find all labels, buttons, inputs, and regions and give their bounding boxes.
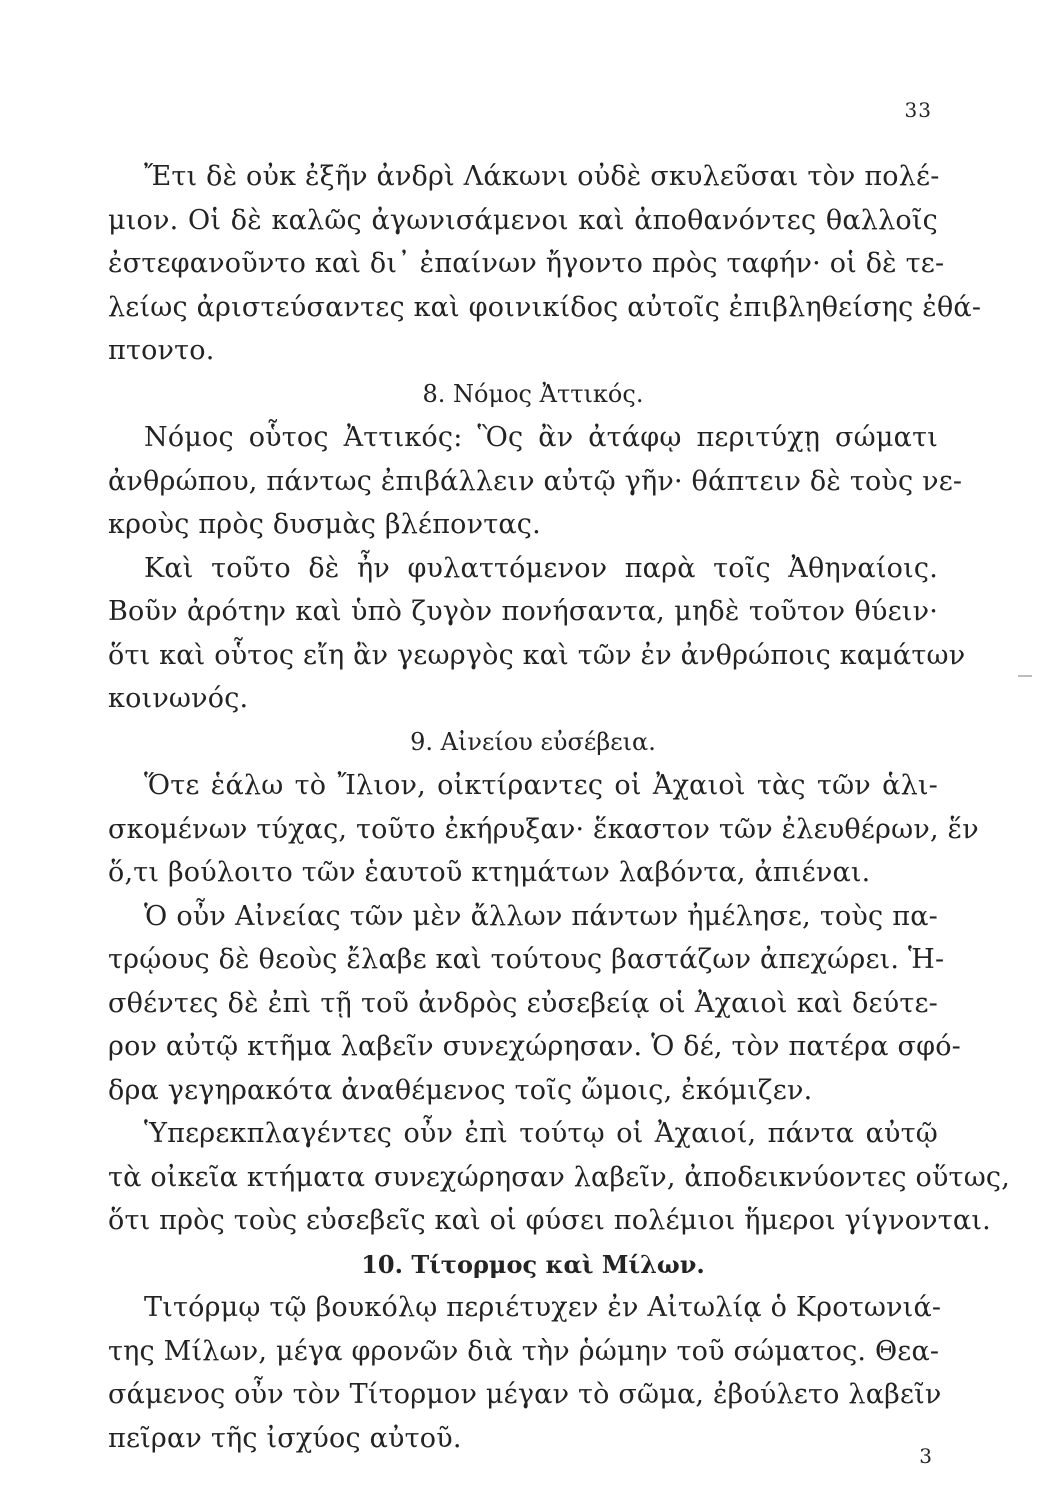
text-line: Ὅτε ἑάλω τὸ Ἴλιον, οἰκτίραντες οἱ Ἀχαιοὶ τὰς τῶν ἁλι- [144, 770, 938, 801]
text-line: Καὶ τοῦτο δὲ ἦν φυλαττόμενον παρὰ τοῖς Ἀθηναίοις. [144, 552, 938, 584]
page-number: 33 [904, 98, 932, 122]
text-line: δρα γεγηρακότα ἀναθέμενος τοῖς ὤμοις, ἐκόμιζεν. [108, 1074, 813, 1106]
text-line: Ὑπερεκπλαγέντες οὖν ἐπὶ τούτῳ οἱ Ἀχαιοί, πάντα αὐτῷ [144, 1118, 938, 1149]
section-heading: 10. Τίτορμος καὶ Μίλων. [361, 1249, 705, 1279]
text-line: Τιτόρμῳ τῷ βουκόλῳ περιέτυχεν ἐν Αἰτωλίᾳ ὁ Κροτωνιά- [144, 1292, 942, 1323]
text-line: κοινωνός. [108, 683, 249, 714]
text-line: μιον. Οἱ δὲ καλῶς ἀγωνισάμενοι καὶ ἀποθανόντες θαλλοῖς [108, 204, 938, 236]
text-line: Ἔτι δὲ οὐκ ἐξῆν ἀνδρὶ Λάκωνι οὐδὲ σκυλεῦσαι τὸν πολέ- [144, 161, 940, 192]
text-line: της Μίλων, μέγα φρονῶν διὰ τὴν ῥώμην τοῦ σώματος. Θεα- [108, 1335, 940, 1367]
text-line: ρον αὐτῷ κτῆμα λαβεῖν συνεχώρησαν. Ὁ δέ, τὸν πατέρα σφό- [108, 1031, 961, 1062]
text-line: σκομένων τύχας, τοῦτο ἐκήρυξαν· ἕκαστον τῶν ἐλευθέρων, ἕν [108, 813, 979, 845]
text-line: Ὁ οὖν Αἰνείας τῶν μὲν ἄλλων πάντων ἠμέλησε, τοὺς πα- [144, 900, 938, 932]
text-line: Βοῦν ἀρότην καὶ ὑπὸ ζυγὸν πονήσαντα, μηδὲ τοῦτον θύειν· [108, 596, 938, 627]
section-heading: 9. Αἰνείου εὐσέβεια. [410, 727, 656, 756]
text-line: Νόμος οὗτος Ἀττικός: Ὃς ἂν ἀτάφῳ περιτύχῃ σώματι [144, 422, 938, 453]
text-line: ὅτι καὶ οὗτος εἴη ἂν γεωργὸς καὶ τῶν ἐν ἀνθρώποις καμάτων [108, 639, 966, 671]
signature-mark: 3 [919, 1444, 932, 1468]
text-line: σθέντες δὲ ἐπὶ τῇ τοῦ ἀνδρὸς εὐσεβείᾳ οἱ Ἀχαιοὶ καὶ δεύτε- [108, 987, 938, 1019]
text-line: πεῖραν τῆς ἰσχύος αὐτοῦ. [108, 1422, 462, 1454]
text-line: τρῴους δὲ θεοὺς ἔλαβε καὶ τούτους βαστάζων ἀπεχώρει. Ἡ- [108, 944, 945, 975]
text-line: πτοντο. [108, 335, 215, 366]
text-line: λείως ἀριστεύσαντες καὶ φοινικίδος αὐτοῖς ἐπιβληθείσης ἐθά- [108, 291, 982, 323]
text-line: ἀνθρώπου, πάντως ἐπιβάλλειν αὐτῷ γῆν· θάπτειν δὲ τοὺς νε- [108, 465, 963, 497]
text-line: κροὺς πρὸς δυσμὰς βλέποντας. [108, 509, 541, 540]
text-line: ἐστεφανοῦντο καὶ δι᾽ ἐπαίνων ἤγοντο πρὸς ταφήν· οἱ δὲ τε- [108, 248, 945, 279]
text-line: ὅτι πρὸς τοὺς εὐσεβεῖς καὶ οἱ φύσει πολέμιοι ἥμεροι γίγνονται. [108, 1205, 991, 1236]
margin-mark [1018, 675, 1032, 677]
text-line: τὰ οἰκεῖα κτήματα συνεχώρησαν λαβεῖν, ἀποδεικνύοντες οὕτως, [108, 1161, 1011, 1193]
text-block [108, 155, 1011, 1460]
text-line: σάμενος οὖν τὸν Τίτορμον μέγαν τὸ σῶμα, ἐβούλετο λαβεῖν [108, 1379, 942, 1410]
section-heading: 8. Νόμος Ἀττικός. [422, 379, 644, 408]
text-line: ὅ,τι βούλοιτο τῶν ἑαυτοῦ κτημάτων λαβόντα, ἀπιέναι. [108, 857, 871, 888]
